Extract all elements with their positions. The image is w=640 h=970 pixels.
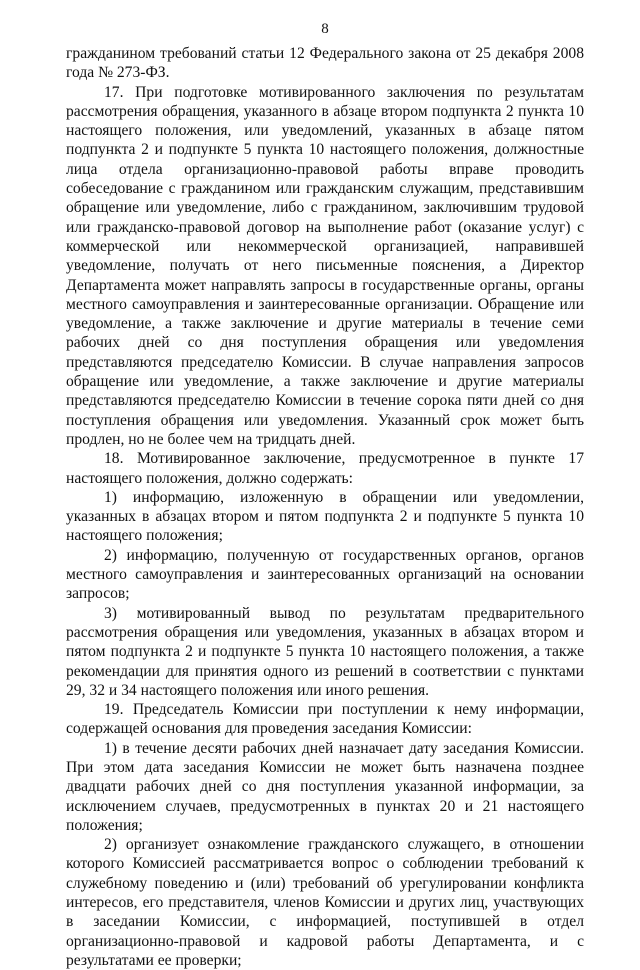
paragraph-clause-18: 18. Мотивированное заключение, предусмотренное в пункте 17 настоящего положения, должно содержать:	[66, 450, 584, 487]
paragraph-continuation: гражданином требований статьи 12 Федерального закона от 25 декабря 2008 года № 273-ФЗ.	[66, 45, 584, 82]
paragraph-clause-19-item-2: 2) организует ознакомление гражданского служащего, в отношении которого Комиссией рассматривается вопрос о соблюдении требований к служебному поведению и (или) требований об урегулировании конфликта интересов, его представителя, членов Комиссии и других лиц, участвующих в заседании Комиссии, с информацией, поступившей в отдел организационно-правовой и кадровой работы Департамента, и с результатами ее проверки;	[66, 836, 584, 969]
paragraph-clause-19: 19. Председатель Комиссии при поступлении к нему информации, содержащей основания для проведения заседания Комиссии:	[66, 701, 584, 738]
page-number: 8	[321, 21, 329, 37]
paragraph-clause-18-item-2: 2) информацию, полученную от государственных органов, органов местного самоуправления и заинтересованных организаций на основании запросов;	[66, 546, 584, 603]
paragraph-clause-19-item-1: 1) в течение десяти рабочих дней назначает дату заседания Комиссии. При этом дата заседания Комиссии не может быть назначена позднее двадцати рабочих дней со дня поступления указанной информации, за исключением случаев, предусмотренных в пунктах 20 и 21 настоящего положения;	[66, 739, 584, 834]
body-text	[66, 44, 584, 970]
paragraph-clause-18-item-3: 3) мотивированный вывод по результатам предварительного рассмотрения обращения или уведомления, указанных в абзацах втором и пятом подпункта 2 и подпункте 5 пункта 10 настоящего положения, а также рекомендации для принятия одного из решений в соответствии с пунктами 29, 32 и 34 настоящего положения или иного решения.	[66, 604, 584, 699]
paragraph-clause-17: 17. При подготовке мотивированного заключения по результатам рассмотрения обращения, указанного в абзаце втором подпункта 2 пункта 10 настоящего положения, или уведомлений, указанных в абзаце пятом подпункта 2 и подпункте 5 пункта 10 настоящего положения, должностные лица отдела организационно-правовой работы вправе проводить собеседование с гражданином или гражданским служащим, представившим обращение или уведомление, либо с гражданином, заключившим трудовой или гражданско-правовой договор на выполнение работ (оказание услуг) с коммерческой или некоммерческой организацией, направившей уведомление, получать от него письменные пояснения, а Директор Департамента может направлять запросы в государственные органы, органы местного самоуправления и заинтересованные организации. Обращение или уведомление, а также заключение и другие материалы в течение семи рабочих дней со дня поступления обращения или уведомления представляются председателю Комиссии. В случае направления запросов обращение или уведомление, а также заключение и другие материалы представляются председателю Комиссии в течение сорока пяти дней со дня поступления обращения или уведомления. Указанный срок может быть продлен, но не более чем на тридцать дней.	[66, 83, 584, 448]
paragraph-clause-18-item-1: 1) информацию, изложенную в обращении или уведомлении, указанных в абзацах втором и пятом подпункта 2 и подпункте 5 пункта 10 настоящего положения;	[66, 488, 584, 545]
